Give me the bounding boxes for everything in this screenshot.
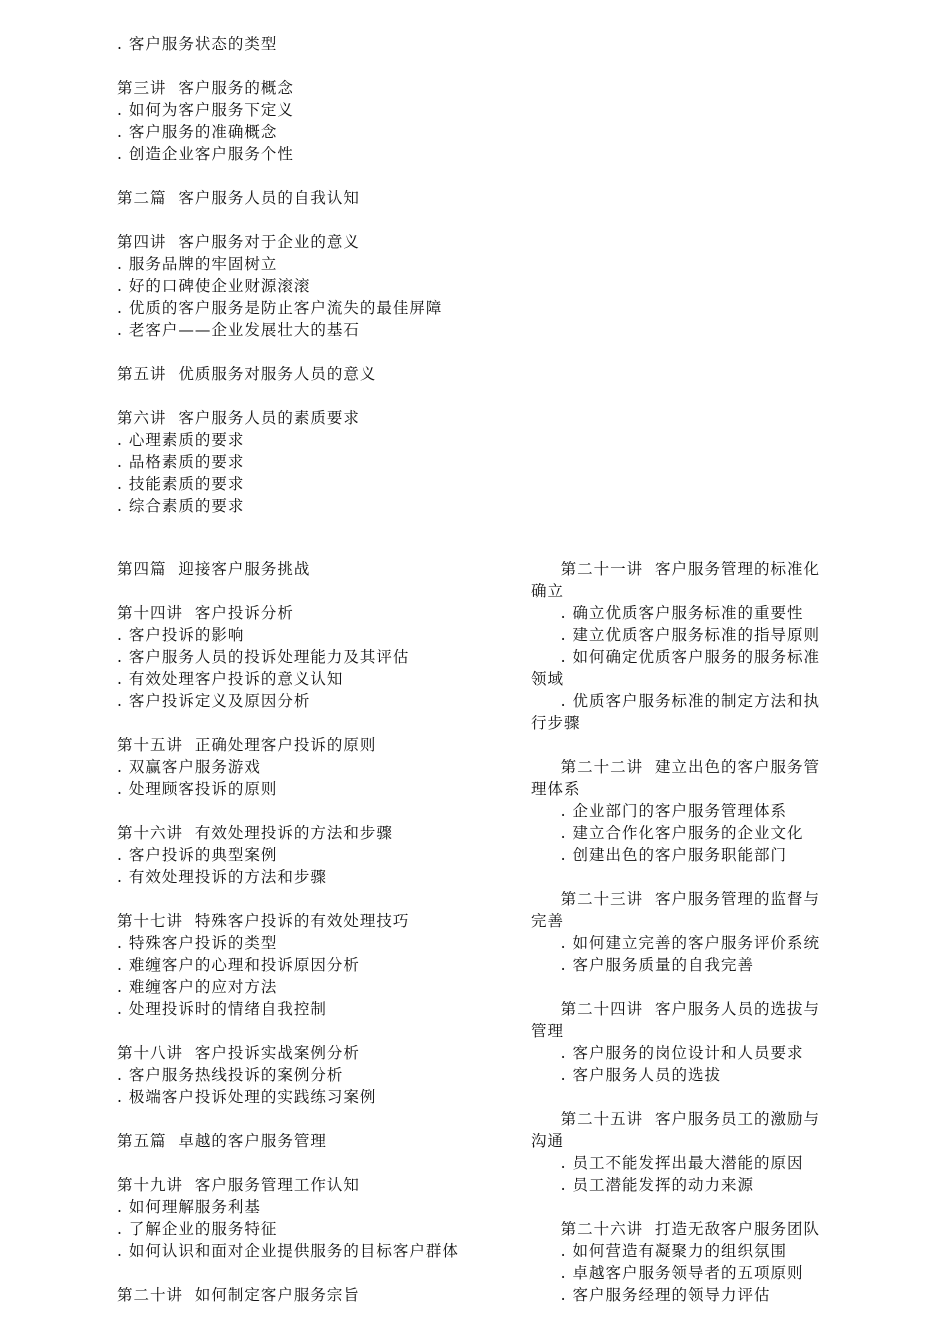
lecture-heading: 第十五讲 正确处理客户投诉的原则 [117, 736, 377, 754]
heading-continuation: 行步骤 [531, 714, 581, 732]
outline-item: . 客户服务热线投诉的案例分析 [117, 1066, 344, 1084]
blank-line [531, 976, 871, 998]
outline-item: . 有效处理客户投诉的意义认知 [117, 670, 344, 688]
blank-line [117, 1262, 527, 1284]
heading-continuation: 沟通 [531, 1132, 565, 1150]
outline-item: . 好的口碑使企业财源滚滚 [117, 277, 311, 295]
lecture-heading: 第四讲 客户服务对于企业的意义 [117, 233, 360, 251]
lecture-heading: 第五讲 优质服务对服务人员的意义 [117, 365, 377, 383]
lecture-heading: 第三讲 客户服务的概念 [117, 79, 294, 97]
outline-item: . 员工不能发挥出最大潜能的原因 [531, 1154, 804, 1172]
lecture-heading: 第二十一讲 客户服务管理的标准化 [531, 560, 820, 578]
outline-item: . 确立优质客户服务标准的重要性 [531, 604, 804, 622]
lecture-heading: 第十四讲 客户投诉分析 [117, 604, 294, 622]
outline-item: . 品格素质的要求 [117, 453, 245, 471]
outline-item: . 卓越客户服务领导者的五项原则 [531, 1264, 804, 1282]
lecture-heading: 第二十五讲 客户服务员工的激励与 [531, 1110, 820, 1128]
lecture-heading: 第十八讲 客户投诉实战案例分析 [117, 1044, 360, 1062]
outline-item: . 如何建立完善的客户服务评价系统 [531, 934, 820, 952]
outline-item: . 客户服务状态的类型 [117, 35, 278, 53]
blank-line [531, 734, 871, 756]
blank-line [117, 800, 527, 822]
lecture-heading: 第十七讲 特殊客户投诉的有效处理技巧 [117, 912, 410, 930]
outline-item: . 如何确定优质客户服务的服务标准 [531, 648, 820, 666]
outline-item: . 建立合作化客户服务的企业文化 [531, 824, 804, 842]
outline-item: . 处理顾客投诉的原则 [117, 780, 278, 798]
blank-line [531, 1196, 871, 1218]
outline-item: . 双赢客户服务游戏 [117, 758, 261, 776]
outline-item: . 处理投诉时的情绪自我控制 [117, 1000, 327, 1018]
part-heading: 第五篇 卓越的客户服务管理 [117, 1132, 327, 1150]
heading-continuation: 确立 [531, 582, 565, 600]
part-heading: 第四篇 迎接客户服务挑战 [117, 560, 311, 578]
heading-continuation: 管理 [531, 1022, 565, 1040]
blank-line [117, 165, 537, 187]
outline-item: . 客户投诉定义及原因分析 [117, 692, 311, 710]
right-outline-column [531, 558, 871, 1306]
outline-item: . 企业部门的客户服务管理体系 [531, 802, 787, 820]
outline-item: . 客户服务的准确概念 [117, 123, 278, 141]
outline-item: . 技能素质的要求 [117, 475, 245, 493]
blank-line [117, 1152, 527, 1174]
outline-item: . 如何认识和面对企业提供服务的目标客户群体 [117, 1242, 459, 1260]
blank-line [117, 888, 527, 910]
outline-item: . 客户服务质量的自我完善 [531, 956, 754, 974]
outline-item: . 极端客户投诉处理的实践练习案例 [117, 1088, 377, 1106]
lecture-heading: 第二十讲 如何制定客户服务宗旨 [117, 1286, 360, 1304]
outline-item: . 优质的客户服务是防止客户流失的最佳屏障 [117, 299, 443, 317]
outline-item: . 客户服务人员的选拔 [531, 1066, 721, 1084]
outline-item: . 客户服务的岗位设计和人员要求 [531, 1044, 804, 1062]
lecture-heading: 第六讲 客户服务人员的素质要求 [117, 409, 360, 427]
heading-continuation: 完善 [531, 912, 565, 930]
blank-line [117, 385, 537, 407]
heading-continuation: 领域 [531, 670, 565, 688]
outline-item: . 特殊客户投诉的类型 [117, 934, 278, 952]
blank-line [117, 209, 537, 231]
lecture-heading: 第十六讲 有效处理投诉的方法和步骤 [117, 824, 393, 842]
outline-item: . 综合素质的要求 [117, 497, 245, 515]
blank-line [531, 866, 871, 888]
outline-item: . 了解企业的服务特征 [117, 1220, 278, 1238]
outline-item: . 有效处理投诉的方法和步骤 [117, 868, 327, 886]
lecture-heading: 第二十二讲 建立出色的客户服务管 [531, 758, 820, 776]
outline-item: . 客户服务人员的投诉处理能力及其评估 [117, 648, 410, 666]
outline-item: . 如何营造有凝聚力的组织氛围 [531, 1242, 787, 1260]
left-outline-column [117, 558, 527, 1306]
top-outline-section [117, 33, 537, 517]
outline-item: . 老客户——企业发展壮大的基石 [117, 321, 360, 339]
outline-item: . 优质客户服务标准的制定方法和执 [531, 692, 820, 710]
outline-item: . 心理素质的要求 [117, 431, 245, 449]
outline-item: . 创造企业客户服务个性 [117, 145, 294, 163]
heading-continuation: 理体系 [531, 780, 581, 798]
lecture-heading: 第二十六讲 打造无敌客户服务团队 [531, 1220, 820, 1238]
blank-line [117, 1108, 527, 1130]
outline-item: . 如何为客户服务下定义 [117, 101, 294, 119]
lecture-heading: 第二十四讲 客户服务人员的选拔与 [531, 1000, 820, 1018]
outline-item: . 难缠客户的心理和投诉原因分析 [117, 956, 360, 974]
blank-line [117, 1020, 527, 1042]
blank-line [117, 580, 527, 602]
outline-item: . 服务品牌的牢固树立 [117, 255, 278, 273]
outline-item: . 员工潜能发挥的动力来源 [531, 1176, 754, 1194]
blank-line [531, 1086, 871, 1108]
outline-item: . 建立优质客户服务标准的指导原则 [531, 626, 820, 644]
lecture-heading: 第二十三讲 客户服务管理的监督与 [531, 890, 820, 908]
blank-line [117, 341, 537, 363]
outline-item: . 如何理解服务利基 [117, 1198, 261, 1216]
outline-item: . 客户服务经理的领导力评估 [531, 1286, 771, 1304]
lecture-heading: 第十九讲 客户服务管理工作认知 [117, 1176, 360, 1194]
blank-line [117, 712, 527, 734]
outline-item: . 客户投诉的影响 [117, 626, 245, 644]
outline-item: . 客户投诉的典型案例 [117, 846, 278, 864]
outline-item: . 难缠客户的应对方法 [117, 978, 278, 996]
blank-line [117, 55, 537, 77]
part-heading: 第二篇 客户服务人员的自我认知 [117, 189, 360, 207]
outline-item: . 创建出色的客户服务职能部门 [531, 846, 787, 864]
